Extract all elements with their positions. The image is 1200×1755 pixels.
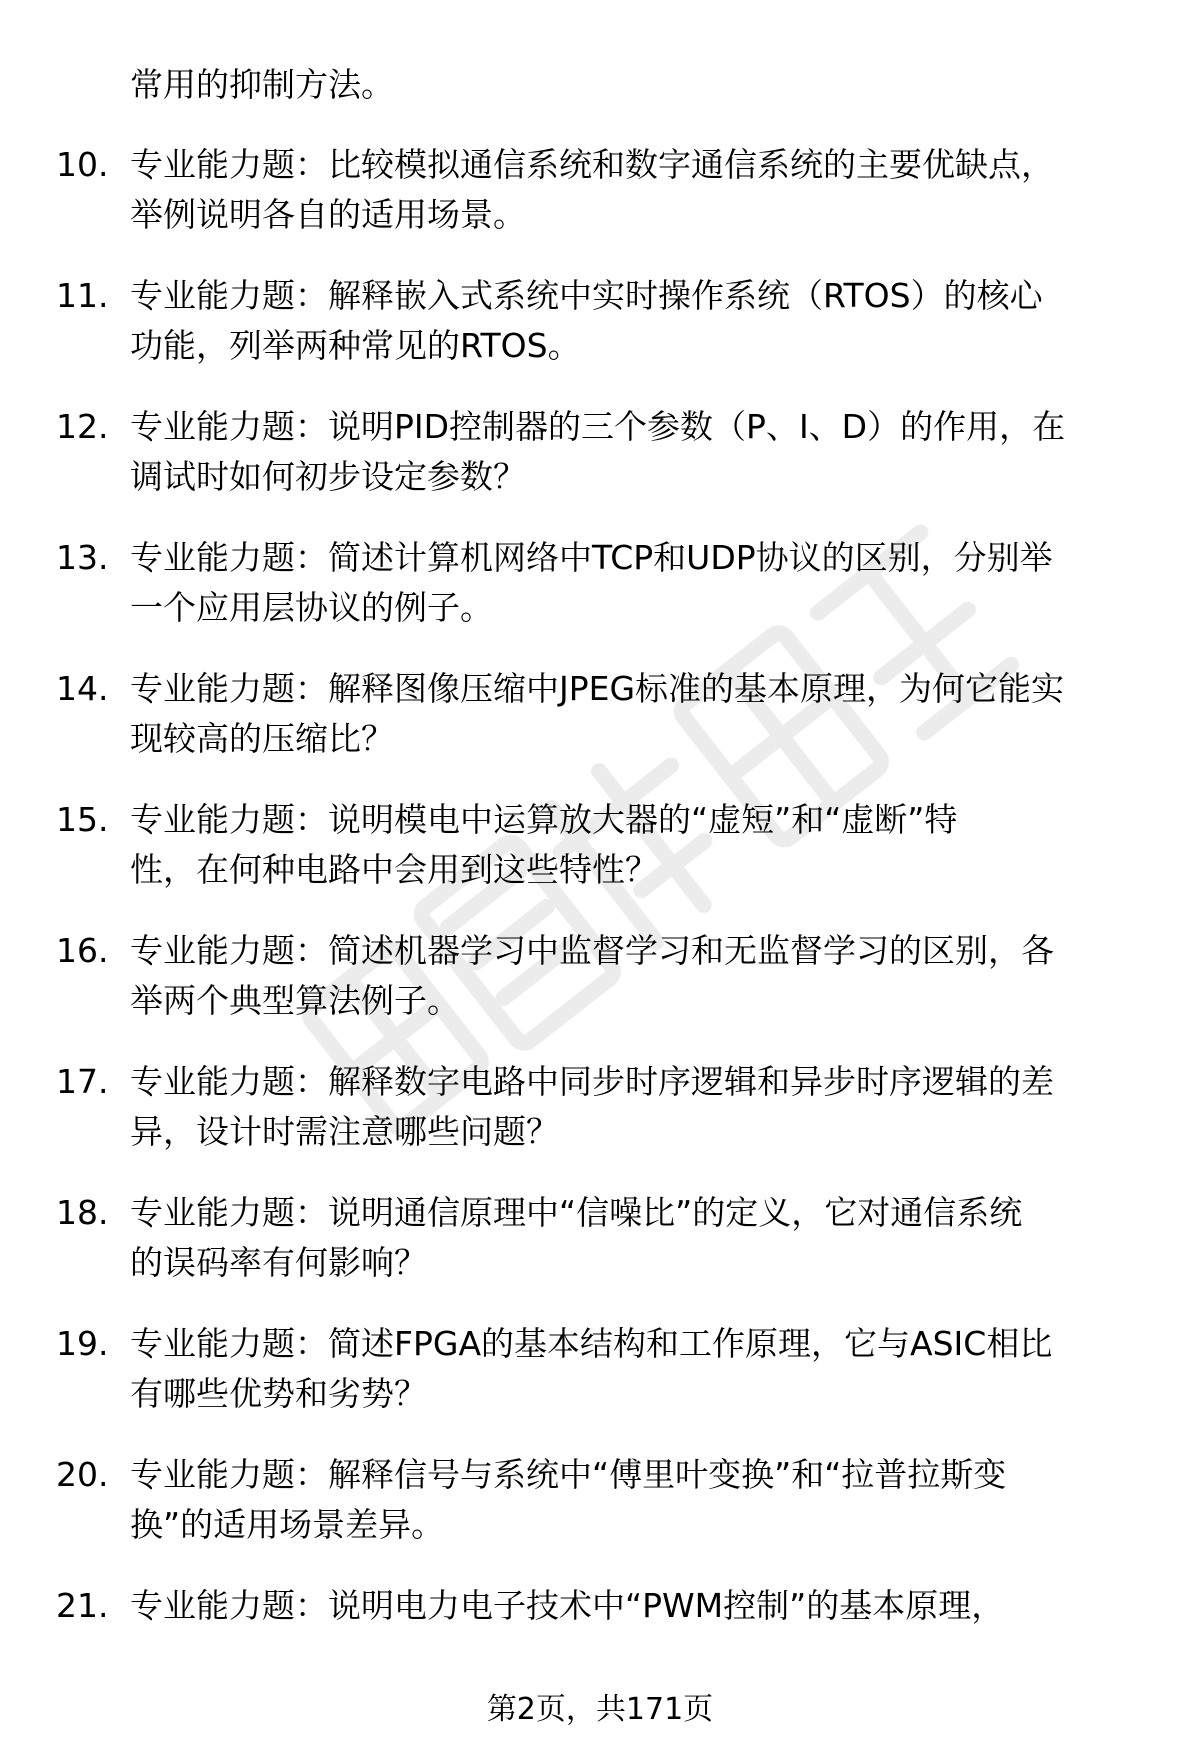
question-number: 21. bbox=[56, 1586, 109, 1625]
list-item bbox=[0, 1450, 1200, 1581]
list-item bbox=[0, 926, 1200, 1057]
question-line: 现较高的压缩比？ bbox=[130, 719, 394, 758]
question-line: 专业能力题：说明通信原理中“信噪比”的定义，它对通信系统 bbox=[130, 1193, 1023, 1232]
question-line: 专业能力题：说明模电中运算放大器的“虚短”和“虚断”特 bbox=[130, 800, 958, 839]
question-line: 异，设计时需注意哪些问题？ bbox=[130, 1112, 559, 1151]
question-line: 专业能力题：解释嵌入式系统中实时操作系统（RTOS）的核心 bbox=[130, 276, 1043, 315]
question-line: 换”的适用场景差异。 bbox=[130, 1505, 445, 1544]
question-line: 举例说明各自的适用场景。 bbox=[130, 195, 526, 234]
list-item bbox=[0, 402, 1200, 533]
continuation-text: 常用的抑制方法。 bbox=[130, 65, 394, 104]
question-number: 18. bbox=[56, 1193, 109, 1232]
list-item bbox=[0, 1188, 1200, 1319]
list-item bbox=[0, 664, 1200, 795]
list-item bbox=[0, 140, 1200, 271]
question-line: 专业能力题：说明PID控制器的三个参数（P、I、D）的作用，在 bbox=[130, 407, 1066, 446]
question-text bbox=[130, 271, 1160, 371]
question-number: 20. bbox=[56, 1455, 109, 1494]
question-line: 调试时如何初步设定参数？ bbox=[130, 457, 526, 496]
question-line: 专业能力题：解释数字电路中同步时序逻辑和异步时序逻辑的差 bbox=[130, 1062, 1054, 1101]
question-text bbox=[130, 140, 1160, 240]
question-number: 11. bbox=[56, 276, 109, 315]
question-list bbox=[0, 140, 1200, 1712]
question-line: 有哪些优势和劣势？ bbox=[130, 1374, 427, 1413]
question-text bbox=[130, 1319, 1160, 1419]
question-line: 一个应用层协议的例子。 bbox=[130, 588, 493, 627]
question-number: 14. bbox=[56, 669, 109, 708]
question-text bbox=[130, 1057, 1160, 1157]
question-line: 专业能力题：比较模拟通信系统和数字通信系统的主要优缺点， bbox=[130, 145, 1054, 184]
question-line: 专业能力题：解释信号与系统中“傅里叶变换”和“拉普拉斯变 bbox=[130, 1455, 1007, 1494]
question-text bbox=[130, 795, 1160, 895]
question-text bbox=[130, 1581, 1160, 1631]
question-text bbox=[130, 664, 1160, 764]
question-number: 17. bbox=[56, 1062, 109, 1101]
question-number: 15. bbox=[56, 800, 109, 839]
question-line: 专业能力题：简述机器学习中监督学习和无监督学习的区别，各 bbox=[130, 931, 1054, 970]
list-item bbox=[0, 533, 1200, 664]
page-footer: 第2页，共171页 bbox=[486, 1692, 714, 1727]
question-line: 举两个典型算法例子。 bbox=[130, 981, 460, 1020]
question-line: 专业能力题：简述计算机网络中TCP和UDP协议的区别，分别举 bbox=[130, 538, 1053, 577]
question-line: 专业能力题：简述FPGA的基本结构和工作原理，它与ASIC相比 bbox=[130, 1324, 1053, 1363]
question-number: 16. bbox=[56, 931, 109, 970]
question-line: 专业能力题：说明电力电子技术中“PWM控制”的基本原理， bbox=[130, 1586, 1005, 1625]
question-number: 19. bbox=[56, 1324, 109, 1363]
question-number: 13. bbox=[56, 538, 109, 577]
question-text bbox=[130, 1450, 1160, 1550]
question-line: 性，在何种电路中会用到这些特性？ bbox=[130, 850, 658, 889]
question-line: 专业能力题：解释图像压缩中JPEG标准的基本原理，为何它能实 bbox=[130, 669, 1065, 708]
question-text bbox=[130, 402, 1160, 502]
list-item bbox=[0, 795, 1200, 926]
list-item bbox=[0, 271, 1200, 402]
question-text bbox=[130, 533, 1160, 633]
question-line: 功能，列举两种常见的RTOS。 bbox=[130, 326, 581, 365]
question-line: 的误码率有何影响？ bbox=[130, 1243, 427, 1282]
question-number: 12. bbox=[56, 407, 109, 446]
list-item bbox=[0, 1319, 1200, 1450]
question-text bbox=[130, 1188, 1160, 1288]
question-number: 10. bbox=[56, 145, 109, 184]
list-item bbox=[0, 1057, 1200, 1188]
question-text bbox=[130, 926, 1160, 1026]
